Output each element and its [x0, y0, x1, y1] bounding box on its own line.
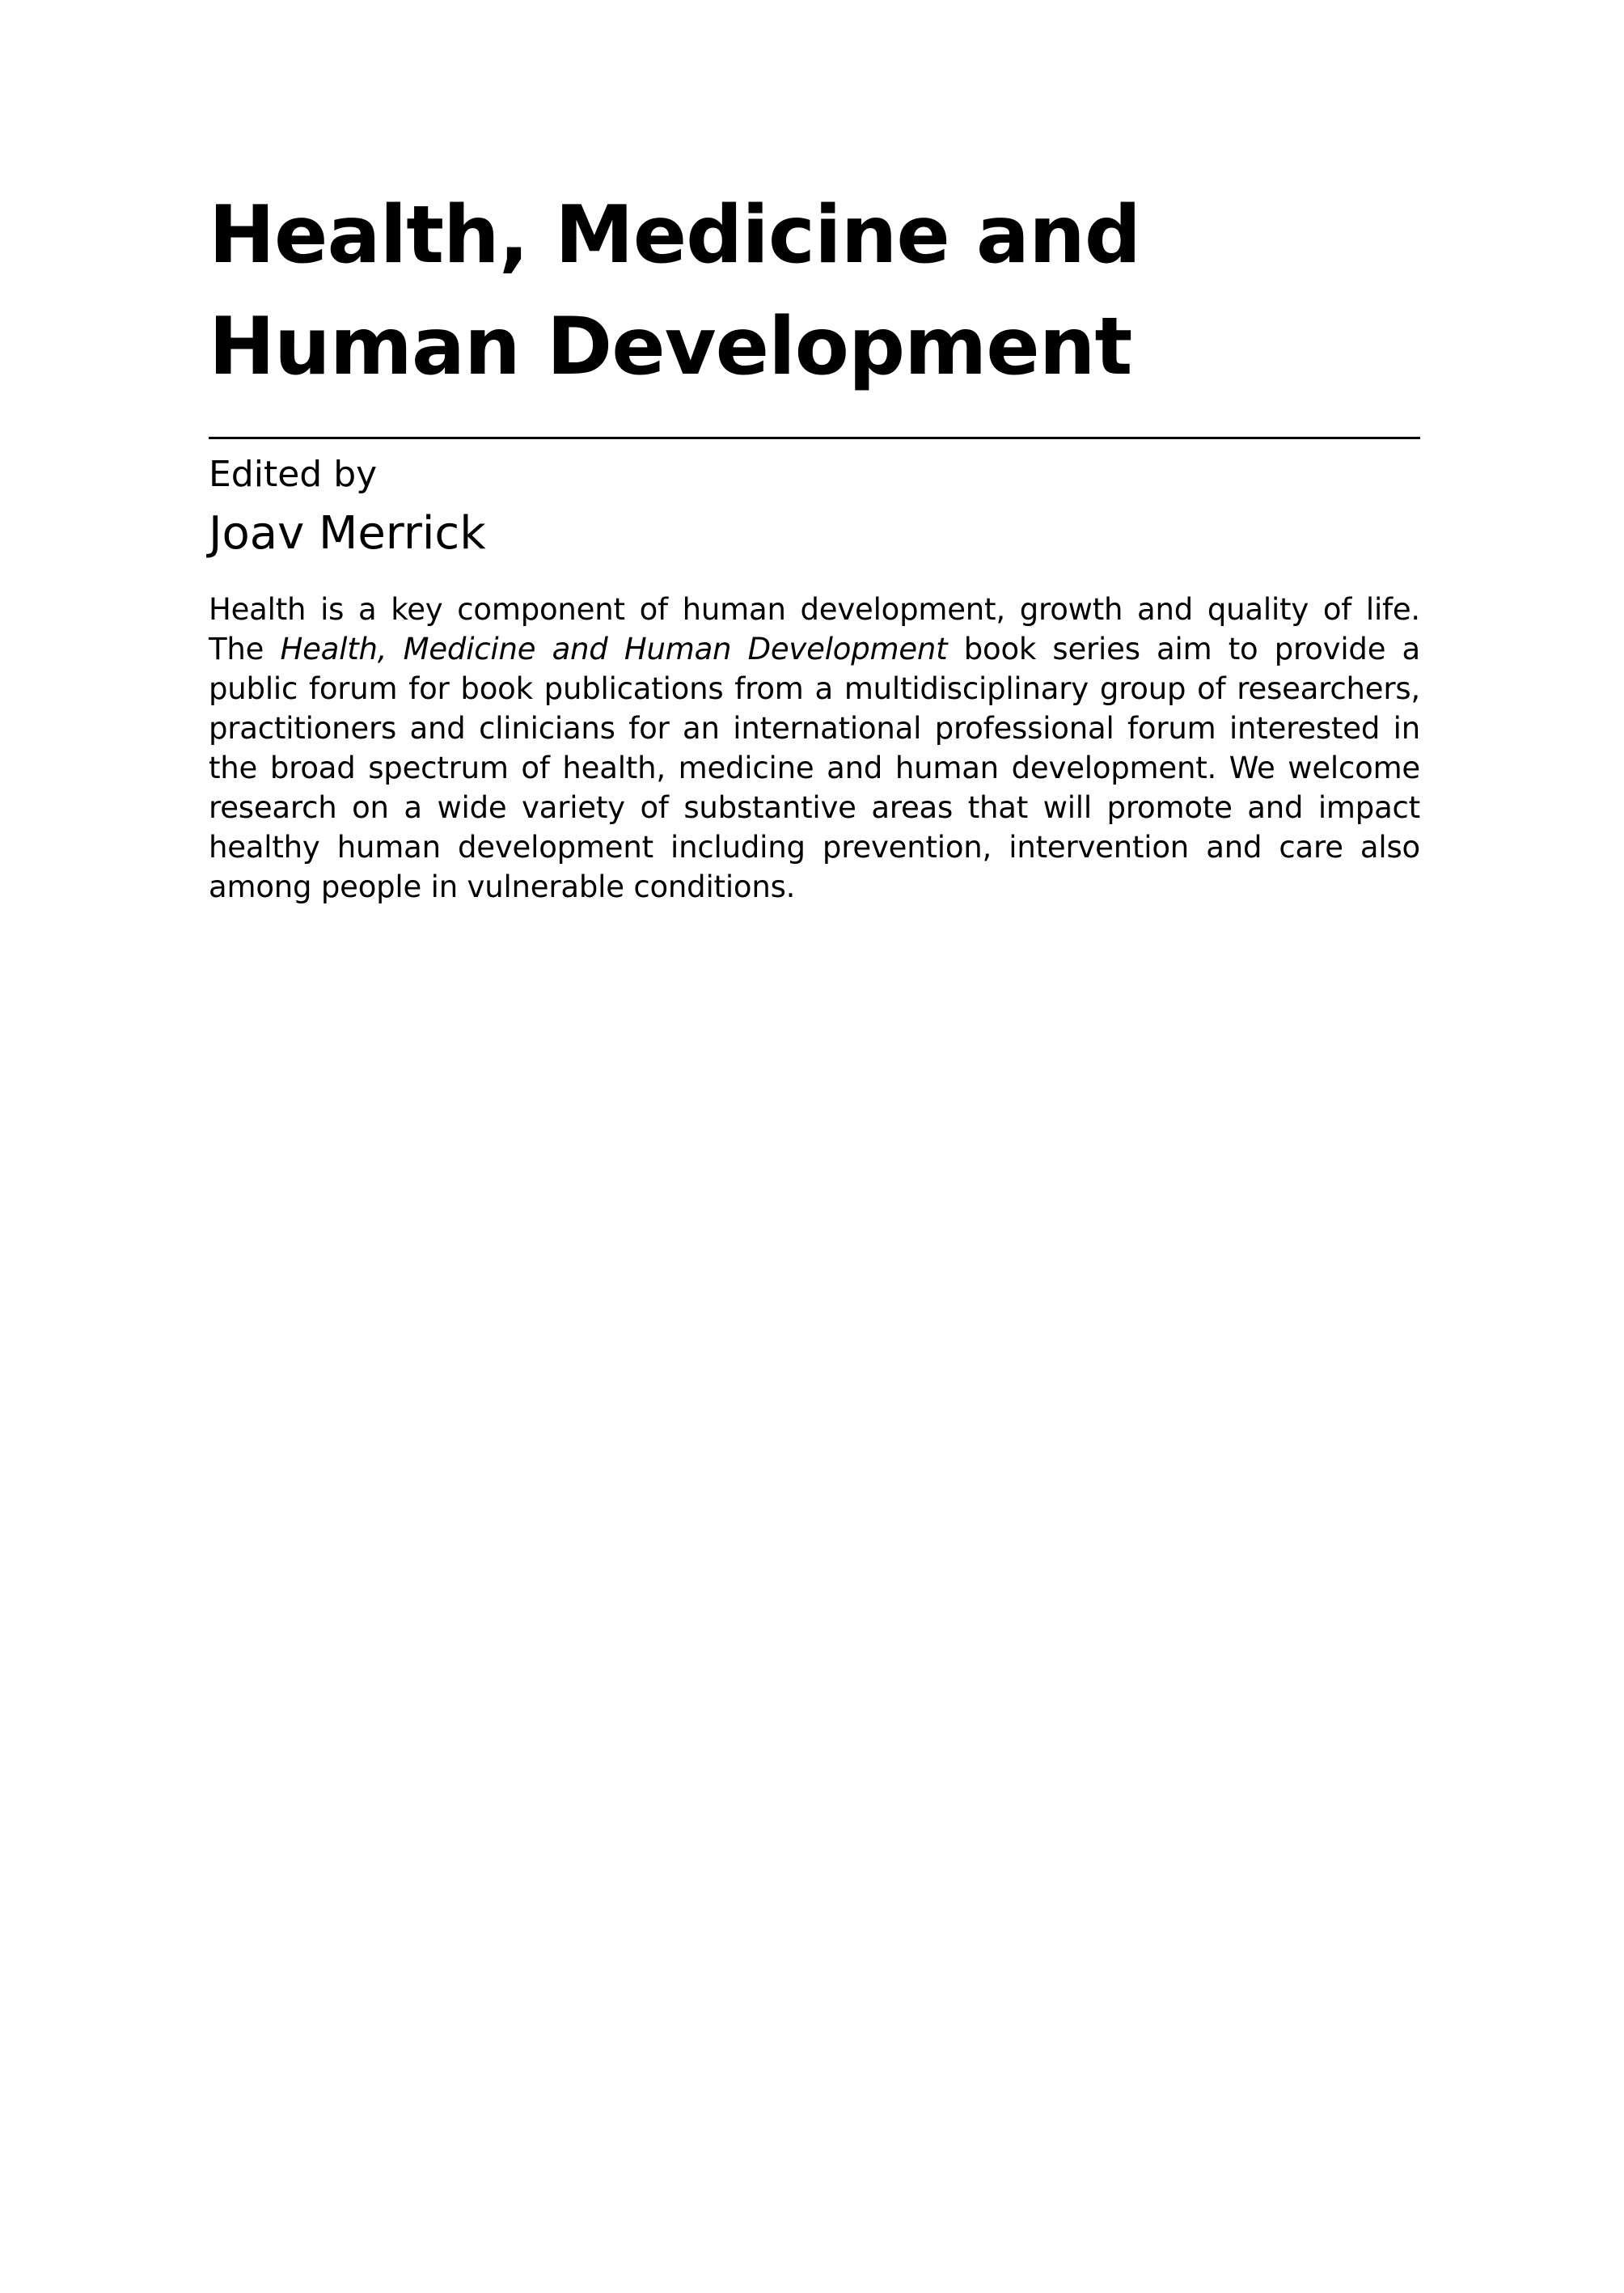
description-part-2: book series aim to provide a public forum for book publications from a multidisciplinary group of researchers, practitioners and clinicians for an international professional forum interested in the broad spectrum of health, medicine and human development. We welcome research on a wide variety of substantive areas that will promote and impact healthy human development including prevention, intervention and care also among people in vulnerable conditions. — [209, 632, 1421, 904]
edited-by-label: Edited by — [209, 454, 378, 495]
title-divider — [209, 437, 1420, 439]
editor-name: Joav Merrick — [209, 507, 486, 560]
description-italic-title: Health, Medicine and Human Development — [280, 632, 948, 666]
series-description — [209, 590, 1420, 907]
page-content — [209, 180, 1420, 937]
series-title — [209, 180, 1420, 403]
series-title-line-1: Health, Medicine and — [209, 189, 1140, 281]
description-part-1: Health is a key component of human development, growth and quality of life. The — [209, 592, 1420, 666]
series-title-line-2: Human Development — [209, 301, 1132, 393]
